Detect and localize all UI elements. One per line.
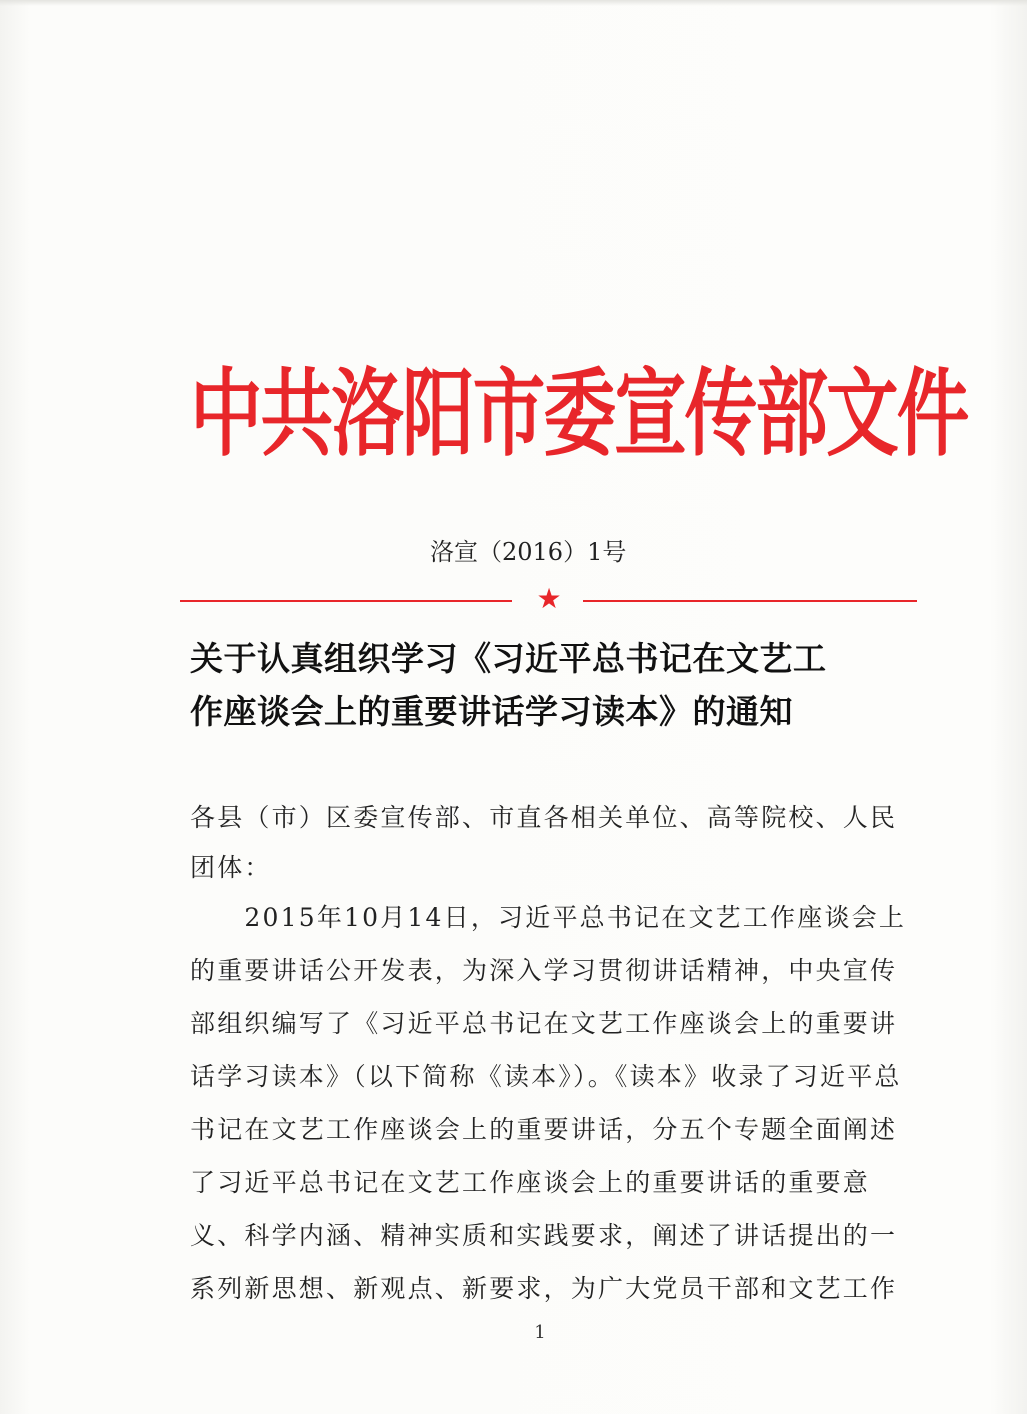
salutation-line-2: 团体： [190, 853, 272, 882]
page-number: 1 [534, 1322, 546, 1343]
body-line-7: 义、科学内涵、精神实质和实践要求，阐述了讲话提出的一 [190, 1221, 898, 1250]
document-number: 洛宣（2016）1号 [430, 538, 627, 566]
notice-title-line-2: 作座谈会上的重要讲话学习读本》的通知 [190, 692, 793, 731]
body-line-2: 的重要讲话公开发表，为深入学习贯彻讲话精神，中央宣传 [190, 956, 898, 985]
red-rule-left [180, 600, 512, 602]
body-line-5: 书记在文艺工作座谈会上的重要讲话，分五个专题全面阐述 [190, 1115, 898, 1144]
salutation-line-1: 各县（市）区委宣传部、市直各相关单位、高等院校、人民 [190, 803, 898, 832]
notice-title [190, 632, 910, 738]
scan-edge [0, 0, 1027, 6]
body-line-1: 2015年10月14日，习近平总书记在文艺工作座谈会上 [190, 903, 907, 932]
red-header-title: 中共洛阳市委宣传部文件 [190, 360, 968, 470]
star-icon: ★ [536, 582, 562, 615]
body-line-3: 部组织编写了《习近平总书记在文艺工作座谈会上的重要讲 [190, 1009, 898, 1038]
notice-title-line-1: 关于认真组织学习《习近平总书记在文艺工 [190, 639, 827, 678]
body-line-4: 话学习读本》（以下简称《读本》）。《读本》收录了习近平总 [190, 1062, 902, 1091]
red-rule-right [583, 600, 917, 602]
body-line-6: 了习近平总书记在文艺工作座谈会上的重要讲话的重要意 [190, 1168, 871, 1197]
body-line-8: 系列新思想、新观点、新要求，为广大党员干部和文艺工作 [190, 1274, 898, 1303]
